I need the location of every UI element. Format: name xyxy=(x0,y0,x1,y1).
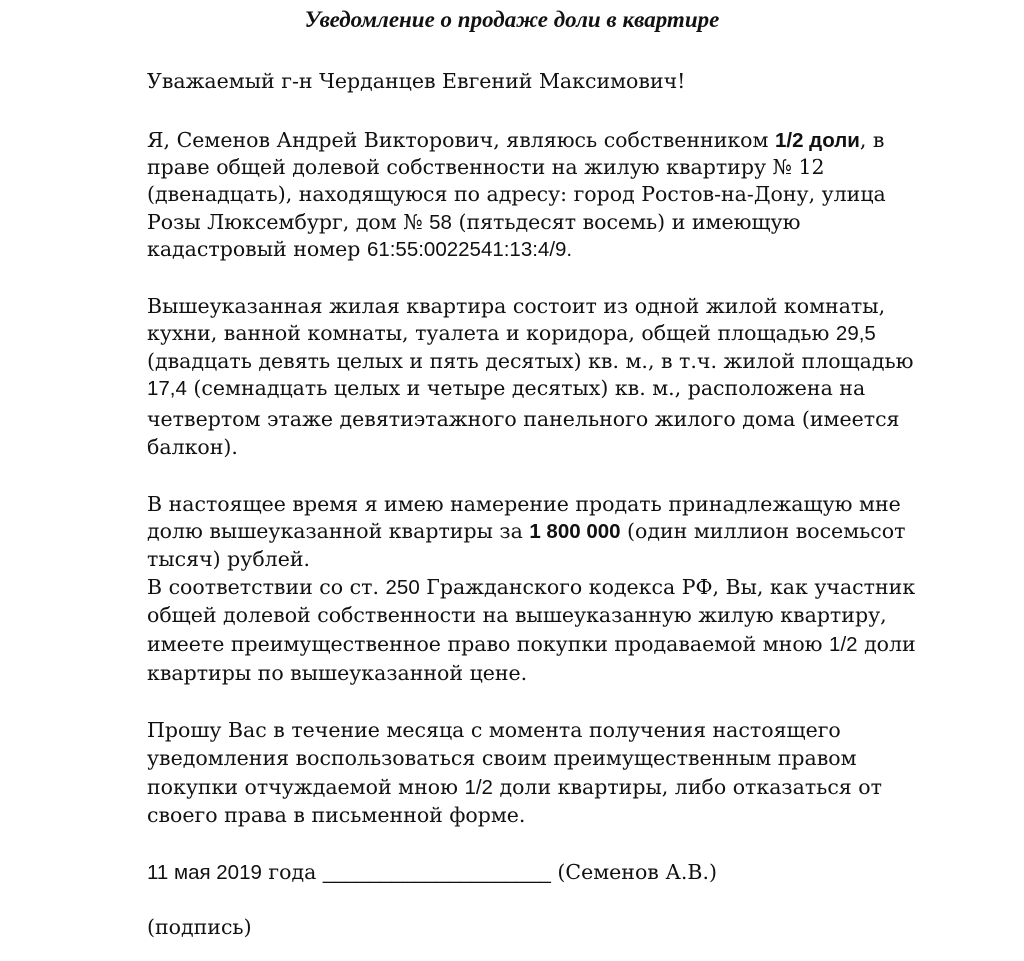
text: доли xyxy=(857,632,916,656)
text: В соответствии со ст. xyxy=(147,575,386,599)
paragraph-4-line-2: уведомления воспользоваться своим преимущественным правом xyxy=(147,746,857,770)
paragraph-1-line-5 xyxy=(147,236,572,263)
text: покупки отчуждаемой мною xyxy=(147,775,465,799)
greeting: Уважаемый г-н Черданцев Евгений Максимович! xyxy=(147,69,686,93)
paragraph-3-line-1: В настоящее время я имею намерение продать принадлежащую мне xyxy=(147,492,901,516)
paragraph-3-line-6 xyxy=(147,631,916,658)
paragraph-2-line-4 xyxy=(147,375,865,402)
signature-blank: ____________________ xyxy=(322,861,551,884)
share-fraction: 1/2 xyxy=(464,776,493,799)
paragraph-3-line-7: квартиры по вышеуказанной цене. xyxy=(147,661,528,685)
text: Розы Люксембург, дом № xyxy=(147,210,430,234)
text: кадастровый номер xyxy=(147,237,367,261)
share-fraction: 1/2 xyxy=(829,633,858,656)
text: (семнадцать целых и четыре десятых) кв. м., расположена на xyxy=(186,376,866,400)
sale-price: 1 800 000 xyxy=(529,520,621,543)
paragraph-4-line-4: своего права в письменной форме. xyxy=(147,803,526,827)
paragraph-2-line-3: (двадцать девять целых и пять десятых) кв. м., в т.ч. жилой площадью xyxy=(147,349,914,373)
cadastral-number: 61:55:0022541:13:4/9. xyxy=(366,238,573,261)
share-amount: 1/2 доли xyxy=(774,129,860,152)
text: Я, Семенов Андрей Викторович, являюсь собственником xyxy=(147,128,775,152)
text: Гражданского кодекса РФ, Вы, как участник xyxy=(419,575,916,599)
paragraph-2-line-5: четвертом этаже девятиэтажного панельного жилого дома (имеется xyxy=(147,407,900,431)
paragraph-4-line-3 xyxy=(147,774,882,801)
text: (один миллион восемьсот xyxy=(620,519,906,543)
text: долю вышеуказанной квартиры за xyxy=(147,519,530,543)
paragraph-3-line-4 xyxy=(147,574,915,601)
living-area: 17,4 xyxy=(147,377,187,400)
document-title: Уведомление о продаже доли в квартире xyxy=(304,7,720,32)
paragraph-2-line-2 xyxy=(147,320,876,347)
paragraph-1-line-1 xyxy=(147,127,884,154)
article-number: 250 xyxy=(385,576,420,599)
text: (пятьдесят восемь) и имеющую xyxy=(451,210,801,234)
date-signature-line xyxy=(147,859,717,886)
text: имеете преимущественное право покупки продаваемой мною xyxy=(147,632,830,656)
signer-name: (Семенов А.В.) xyxy=(550,860,717,884)
paragraph-4-line-1: Прошу Вас в течение месяца с момента получения настоящего xyxy=(147,718,841,742)
paragraph-3-line-2 xyxy=(147,518,905,545)
paragraph-3-line-3: тысяч) рублей. xyxy=(147,547,310,571)
text: кухни, ванной комнаты, туалета и коридора, общей площадью xyxy=(147,321,836,345)
text: доли квартиры, либо отказаться от xyxy=(492,775,882,799)
paragraph-3-line-5: общей долевой собственности на вышеуказанную жилую квартиру, xyxy=(147,603,887,627)
text: , в xyxy=(859,128,885,152)
paragraph-1-line-3: (двенадцать), находящуюся по адресу: город Ростов-на-Дону, улица xyxy=(147,182,886,206)
date-suffix: года xyxy=(261,860,323,884)
signature-caption: (подпись) xyxy=(147,915,252,939)
total-area: 29,5 xyxy=(835,322,876,345)
date: 11 мая 2019 xyxy=(147,861,262,884)
paragraph-2-line-1: Вышеуказанная жилая квартира состоит из одной жилой комнаты, xyxy=(147,294,886,318)
paragraph-1-line-4 xyxy=(147,209,800,236)
house-number: 58 xyxy=(429,211,452,234)
paragraph-2-line-6: балкон). xyxy=(147,435,238,459)
paragraph-1-line-2: праве общей долевой собственности на жилую квартиру № 12 xyxy=(147,155,825,179)
